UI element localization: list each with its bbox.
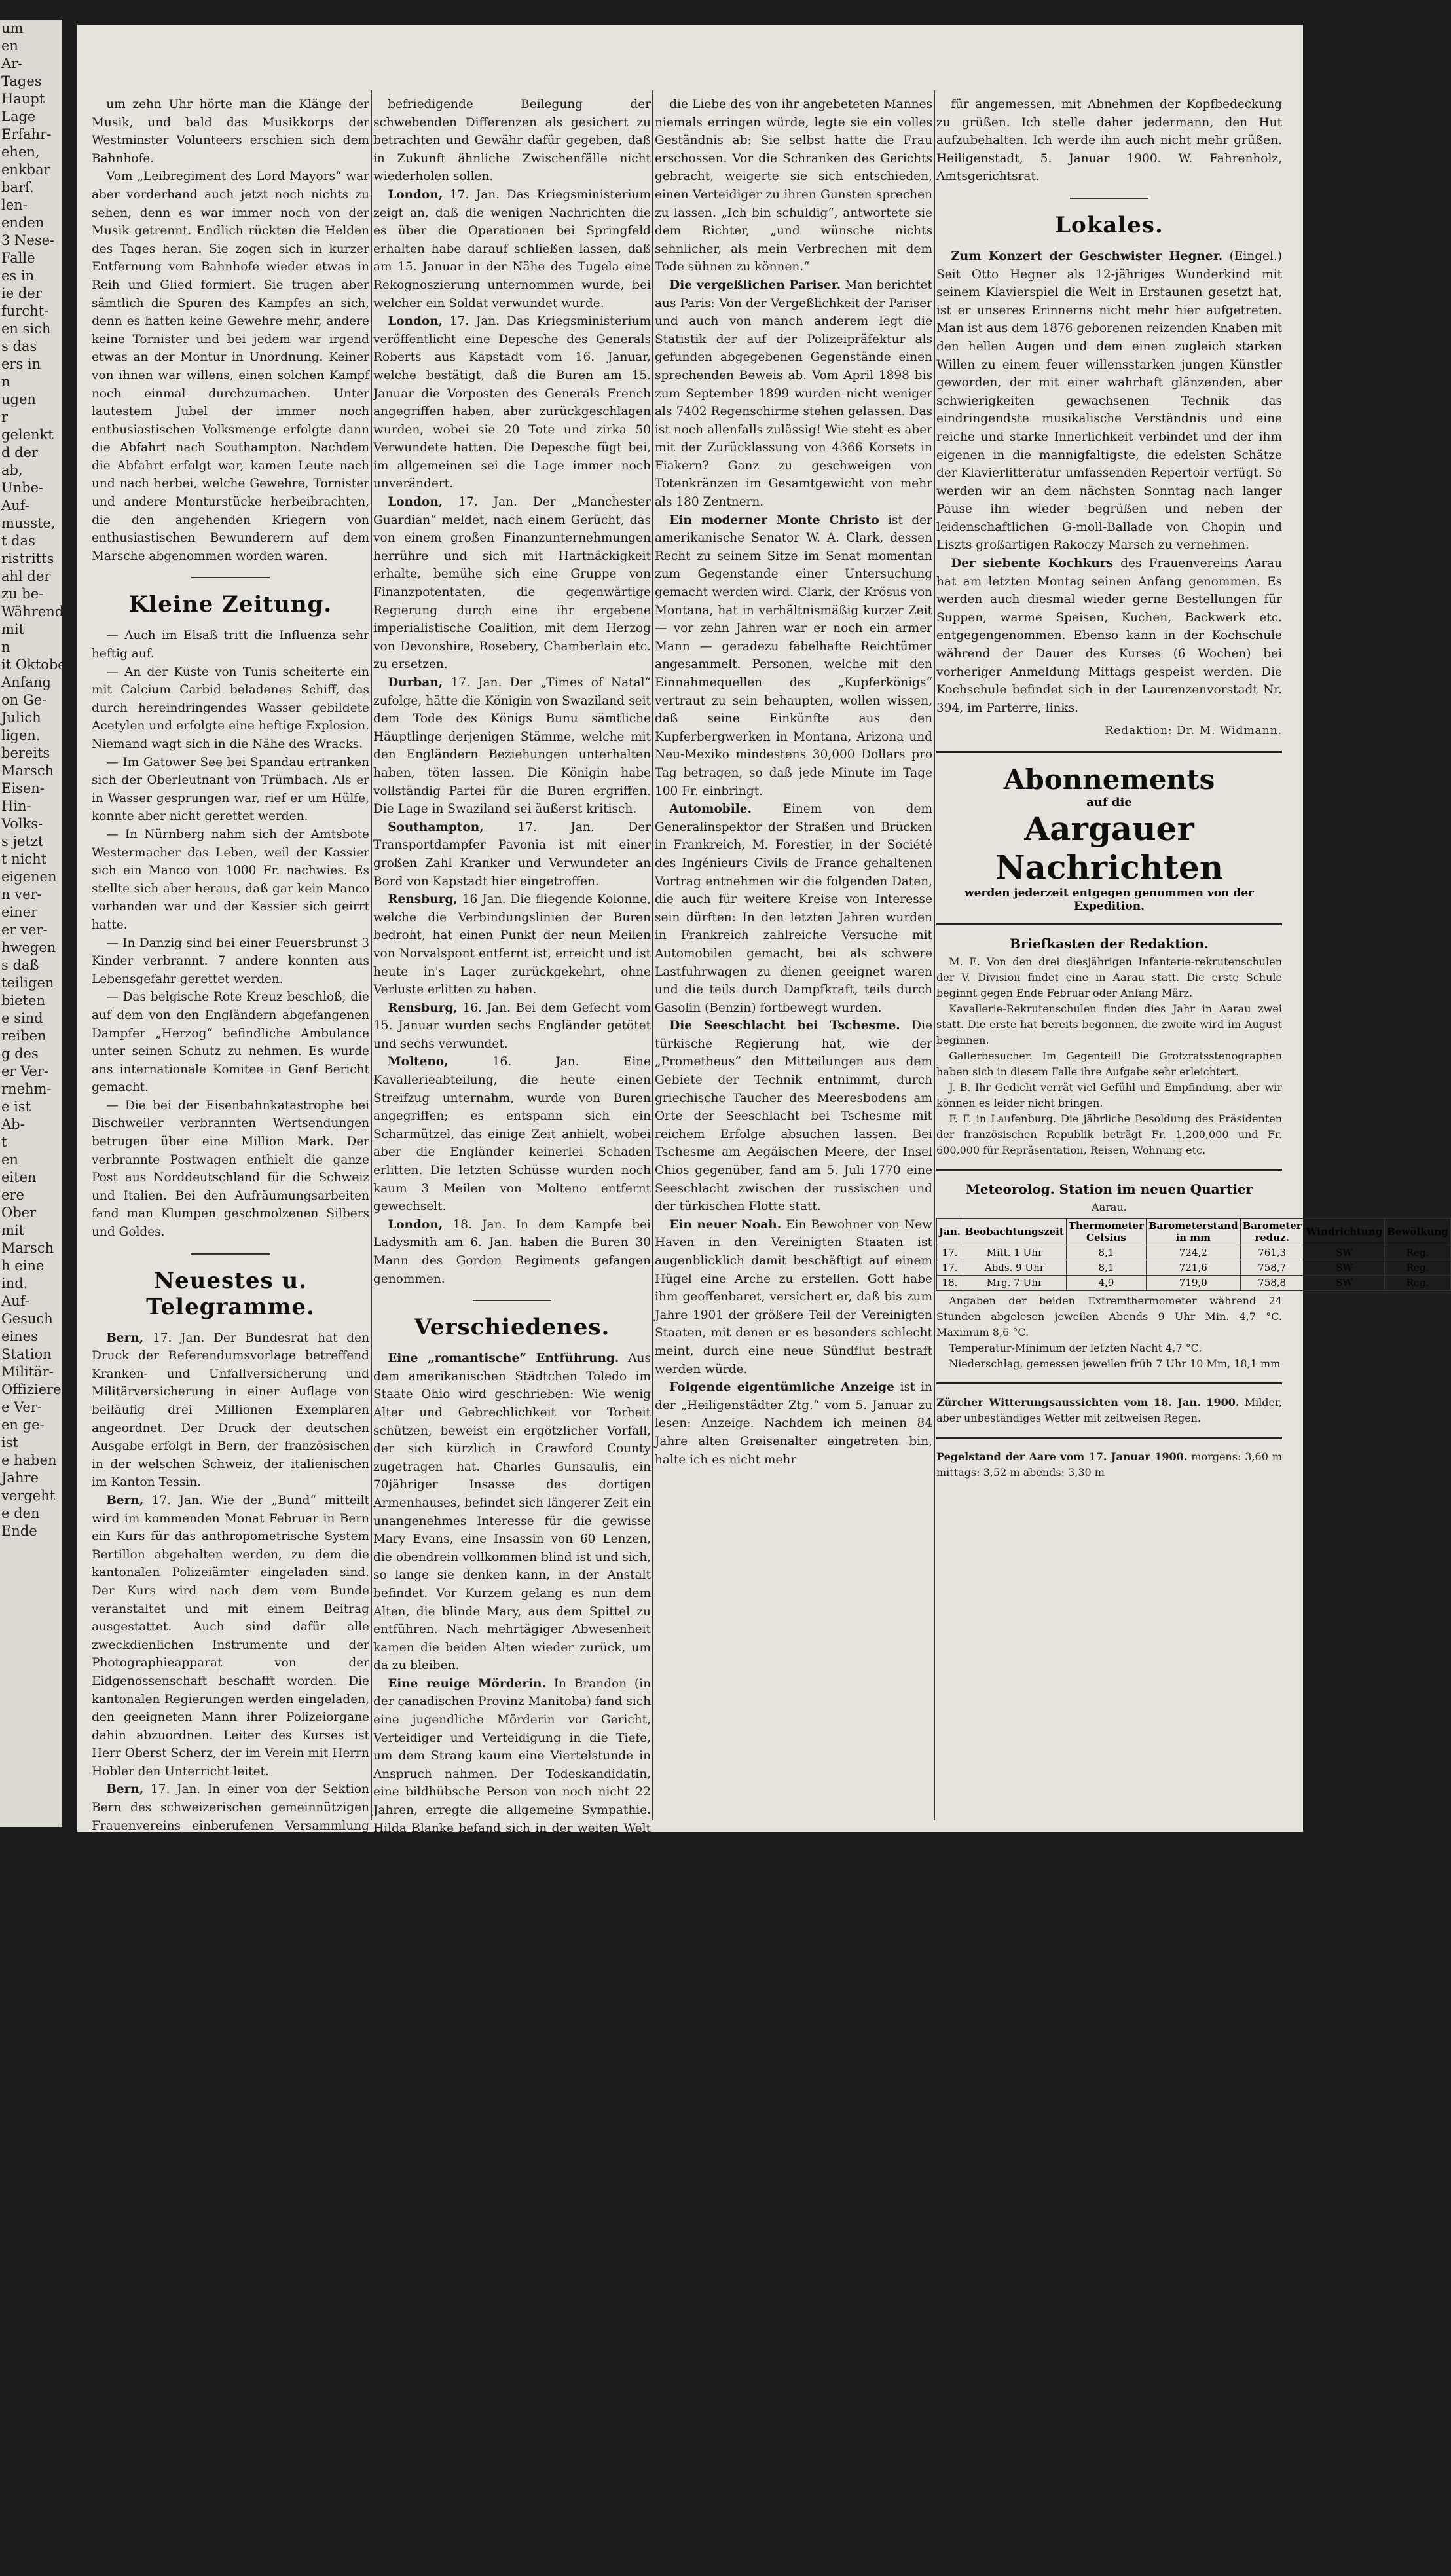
telegram-item-lead: Bern,: [106, 1331, 144, 1345]
left-page-fragment: Volks-: [1, 816, 43, 832]
weather-table-row: [937, 1260, 1451, 1276]
left-page-fragment: mit: [1, 1223, 25, 1238]
telegram-item: [373, 186, 651, 312]
left-page-fragment: eiten: [1, 1169, 37, 1185]
left-page-fragment: Während: [1, 604, 64, 619]
left-page-fragment: Julich: [1, 710, 41, 726]
telegram-item: [373, 1216, 651, 1288]
weather-table-cell: Reg.: [1385, 1245, 1451, 1260]
left-page-fragment: h eine: [1, 1258, 45, 1274]
misc-item-lead: Folgende eigentümliche Anzeige: [669, 1380, 894, 1395]
left-page-fragment: 3 Nese-: [1, 232, 55, 248]
left-page-fragment: zu be-: [1, 586, 44, 602]
letterbox-item: F. F. in Laufenburg. Die jährliche Besoldung des Präsidenten der französischen Republik beträgt Fr. 1,200,000 und Fr. 600,000 für Repräsentation, Reisen, Wohnung etc.: [936, 1113, 1282, 1156]
column-1: [92, 96, 370, 2573]
news-item: — Die bei der Eisenbahnkatastrophe bei Bischweiler verbrannten Wertsendungen betrugen über eine Million Mark. Der verbrannte Postwagen enthielt die ganze Post aus Norddeutschland für die Schweiz und Italien. Bei den Aufräumungsarbeiten fand man Klumpen geschmolzenen Silbers und Goldes.: [92, 1098, 369, 1240]
letterbox-item: J. B. Ihr Gedicht verrät viel Gefühl und Empfindung, aber wir können es leider nicht bringen.: [936, 1081, 1282, 1109]
left-page-fragment: len-: [1, 197, 28, 213]
left-page-fragment: t das: [1, 533, 35, 549]
left-page-fragment: eigenen: [1, 869, 57, 885]
left-page-fragment: enkbar: [1, 162, 50, 177]
left-page-edge: [0, 20, 73, 1827]
telegram-item-lead: Rensburg,: [388, 1001, 458, 1015]
left-page-fragment: on Ge-: [1, 692, 47, 708]
weather-table-cell: Abds. 9 Uhr: [963, 1260, 1066, 1276]
meteo-note: Angaben der beiden Extremthermometer während 24 Stunden abgelesen jeweilen Abends 9 Uhr Min. 4,7 °C. Maximum 8,6 °C.: [936, 1295, 1282, 1338]
aargauer-nachrichten-title: Aargauer Nachrichten: [995, 809, 1224, 887]
weather-table-header: Barometerstand in mm: [1146, 1219, 1240, 1245]
telegram-item-lead: London,: [388, 187, 443, 202]
left-page-fragment: e haben: [1, 1452, 57, 1468]
telegram-item-text: 17. Jan. In Berlin ist man in Berlin an amtlicher Stelle eingetroffenen Telegramm aus London hat die englische Regierung erklärt, daß sie die Freigabe des Reichspostdampfers „Bundesrat“ und seine Untersuchung nicht unmittelbar bewirken werde. Die endgültige Zusage der Regierung Großbritanniens ist eine: [92, 2433, 369, 2573]
left-page-fragment: hwegen: [1, 940, 56, 955]
telegram-item: [92, 1492, 369, 1781]
left-page-fragment: furcht-: [1, 303, 49, 319]
weather-table-cell: 758,8: [1240, 1276, 1304, 1291]
misc-item: [655, 1017, 932, 1216]
telegram-item-lead: Thalweil,: [106, 2125, 168, 2140]
telegram-item-text: 17. Jan. Das Kriegsministerium zeigt an, daß die wenigen Nachrichten die es über die Operationen bei Springfeld erhalten habe darauf schließen lassen, daß am 15. Januar in der Nähe des Tugela eine Rekognoszierung unternommen wurde, bei welcher ein Soldat verwundet wurde.: [373, 187, 651, 310]
left-page-fragment: en: [1, 1152, 18, 1168]
local-item: [936, 248, 1282, 555]
telegram-item-text: 16. Jan. Eine Kavallerieabteilung, die heute einen Streifzug unternahm, wurde von Buren angegriffen; es entspann sich ein Scharmützel, das einige Zeit anhielt, wobei aber die Engländer keinerlei Schaden erlitten. Die letzten Schüsse wurden noch kaum 3 Meilen von Molteno entfernt gewechselt.: [373, 1055, 651, 1214]
misc-item-lead: Ein neuer Noah.: [669, 1217, 782, 1232]
left-page-fragment: rnehm-: [1, 1081, 52, 1097]
weather-table-cell: 8,1: [1066, 1245, 1146, 1260]
telegram-item-text: 17. Jan. Der Bundesrat hat den Druck der Referendumsvorlage betreffend Kranken- und Unfallversicherung und Militärversicherung in einer Auflage von beiläufig drei Millionen Exemplaren angeordnet. Der Druck der deutschen Ausgabe erfolgt in Bern, der französischen in der welschen Schweiz, der italienischen im Kanton Tessin.: [92, 1331, 369, 1490]
telegram-item: [92, 2431, 369, 2576]
left-page-fragment: e ist: [1, 1099, 31, 1114]
misc-item-text: In Brandon (in der canadischen Provinz Manitoba) fand sich eine jugendliche Mörderin vor Gericht, Verteidiger und Verteidigung in die Tiefe, um dem Strang kaum eine Viertelstunde in Anspruch nahmen. Der Todeskandidatin, eine bildhübsche Person von noch nicht 22 Jahren, erregte die allgemeine Sympathie. Hilda Blanke befand sich in der weiten Welt keinen Verwandten oder Freund.: [373, 1676, 652, 1854]
divider: [936, 1169, 1282, 1171]
left-page-fragment: Ober: [1, 1205, 37, 1221]
misc-item-text: ist in der „Heiligenstädter Ztg.“ vom 5. Januar zu lesen: Anzeige. Nachdem ich meinen 84 Jahre alten Greisenalter eingetreten bin, halte ich es nicht mehr: [655, 1380, 932, 1467]
local-item-lead: Zum Konzert der Geschwister Hegner.: [951, 249, 1223, 263]
telegram-item-lead: Bern,: [106, 1493, 144, 1507]
left-page-fragment: Haupt: [1, 91, 45, 107]
telegram-item-lead: Rensburg,: [388, 892, 458, 907]
left-page-fragment: t: [1, 1134, 7, 1150]
left-page-fragment: e sind: [1, 1010, 43, 1026]
telegram-item-lead: Bellinzona,: [106, 2270, 183, 2285]
left-page-fragment: g des: [1, 1046, 39, 1061]
local-item: [936, 555, 1282, 717]
left-page-fragment: um: [1, 20, 24, 36]
left-page-fragment: s jetzt: [1, 834, 44, 849]
misc-item-text: Ein Bewohner von New Haven in den Vereinigten Staaten ist augenblicklich damit beschäftigt auf einem Hügel eine Arche zu erstellen. Gott habe ihm geoffenbaret, versichert er, daß bis zum Jahre 1901 der größere Teil der Vereinigten Staaten, mit denen er es besonders schlecht meint, durch eine neue Sündflut bestraft werden würde.: [655, 1217, 933, 1376]
zurich-weather-text: Milder, aber unbeständiges Wetter mit zeitweisen Regen.: [936, 1396, 1282, 1424]
telegram-item-lead: Molteno,: [388, 1055, 449, 1069]
left-page-fragment: ahl der: [1, 568, 51, 584]
weather-table-header: Thermometer Celsius: [1066, 1219, 1146, 1245]
misc-item-text: Die türkische Regierung hat, wie der „Prometheus“ den Mitteilungen aus dem Gebiete der Technik entnimmt, durch griechische Taucher des Meeresbodens am Orte der Seeschlacht bei Tschesme mit reichem Erfolge absuchen lassen. Bei Tschesme am Aegäischen Meere, der Insel Chios gegenüber, fand am 5. Juli 1770 eine Seeschlacht zwischen der russischen und der türkischen Flotte statt.: [655, 1019, 932, 1214]
weather-table-cell: 719,0: [1146, 1276, 1240, 1291]
left-page-fragment: Falle: [1, 250, 35, 266]
left-page-fragment: s das: [1, 339, 37, 354]
kleine-zeitung-heading: Kleine Zeitung.: [128, 591, 333, 618]
column-3: [655, 96, 932, 1818]
telegram-item: [92, 1780, 369, 1943]
left-page-fragment: teiligen: [1, 975, 54, 991]
telegram-item: [373, 674, 651, 819]
left-page-fragment: n ver-: [1, 887, 42, 902]
telegram-item: [373, 1053, 651, 1215]
telegram-item-lead: Bern,: [106, 1782, 144, 1797]
column-4: [936, 96, 1448, 1818]
left-page-fragment: Ab-: [1, 1116, 25, 1132]
left-page-fragment: Gesuch: [1, 1311, 53, 1327]
telegram-item: [373, 312, 651, 493]
weather-table-cell: Reg.: [1385, 1276, 1451, 1291]
left-page-fragment: Hin-: [1, 798, 31, 814]
telegram-item-lead: London,: [388, 314, 443, 329]
divider: [473, 1300, 551, 1301]
weather-table-header: Barometer reduz.: [1240, 1219, 1304, 1245]
left-page-fragment: gelenkt: [1, 427, 54, 443]
left-page-fragment: ugen: [1, 392, 36, 407]
left-page-fragment: Lage: [1, 109, 36, 124]
left-page-fragment: eines: [1, 1329, 38, 1344]
left-page-fragment: Tages: [1, 73, 42, 89]
misc-item: [373, 1675, 651, 1856]
meteo-heading: Meteorolog. Station im neuen Quartier: [965, 1181, 1253, 1197]
misc-item: [655, 1378, 932, 1469]
news-item: — Im Gatower See bei Spandau ertranken sich der Oberleutnant von Trümbach. Als er in Wasser gesprungen war, rief er um Hülfe, konnte aber nicht gerettet werden.: [92, 755, 369, 824]
weather-table-cell: 724,2: [1146, 1245, 1240, 1260]
misc-item-text: Aus dem amerikanischen Städtchen Toledo im Staate Ohio wird geschrieben: Wie wenig Alter und Gebrechlichkeit vor Torheit schützen, beweist ein ergötzlicher Vorfall, der sich kürzlich in Crawford County zugetragen hat. Charles Gunsaulis, ein 70jähriger Insasse des dortigen Armenhauses, befindet sich längerer Zeit ein unangenehmes Interesse für die gewisse Mary Evans, eine Insassin von 60 Lenzen, die obendrein vollkommen blind ist und sich, so lange sie denken kann, in der Anstalt befindet. Vor Kurzem gelang es nun dem Alten, die blinde Mary, aus dem Spittel zu entführen. Nach mehrtägiger Abwesenheit kamen die beiden Alten wieder zurück, um da zu bleiben.: [373, 1352, 651, 1673]
left-page-fragment: es in: [1, 268, 35, 284]
telegram-item-text: 17. Jan. Wie der „Bund“ mitteilt wird im kommenden Monat Februar in Bern ein Kurs für das anthropometrische System Bertillon abgehalten werden, zu dem die kantonalen Polizeiämter eingeladen sind. Der Kurs wird nach dem vom Bunde veranstaltet und mit einem Beitrag ausgestattet. Auch sind dafür alle zweckdienlichen Instrumente und der Photographieapparat von der Eidgenossenschaft beschafft worden. Die kantonalen Regierungen werden eingeladen, den geeigneten Mann ihrer Polizeiorgane dahin abzuordnen. Leiter des Kurses ist Herr Oberst Scherz, der im Verein mit Herrn Hobler den Unterricht leitet.: [92, 1493, 369, 1778]
weather-table-row: [937, 1245, 1451, 1260]
telegram-item-lead: London,: [388, 495, 443, 509]
news-item: — Auch im Elsaß tritt die Influenza sehr heftig auf.: [92, 629, 369, 661]
weather-table-header: Jan.: [937, 1219, 963, 1245]
telegram-item-text: 17. Jan. Der „Times of Natal“ zufolge, hätte die Königin von Swaziland seit dem Tode des Königs Bunu sämtliche Häuptlinge derjenigen Stämme, welche mit den Engländern Beziehungen unterhalten haben, töten lassen. Die Königin habe vollständig Partei für die Buren ergriffen. Die Lage in Swaziland sei äußerst kritisch.: [373, 676, 651, 817]
left-page-fragment: e den: [1, 1505, 40, 1521]
left-page-fragment: enden: [1, 215, 45, 230]
weather-table-cell: 18.: [937, 1276, 963, 1291]
local-item-text: des Frauenvereins Aarau hat am letzten Montag seinen Anfang genommen. Es werden auch diesmal wieder gerne Bestellungen für Suppen, warme Speisen, Kuchen, Backwerk etc. entgegengenommen. Ebenso kann in der Kochschule während der Dauer des Kurses (6 Wochen) bei vorheriger Anmeldung Mittags gespeist werden. Die Kochschule befindet sich in der Laurenzenvorstadt Nr. 394, im Parterre, links.: [936, 557, 1282, 715]
telegram-item-lead: London,: [388, 1217, 443, 1232]
column-2: [373, 96, 652, 1854]
telegram-item-lead: Zürich,: [106, 1945, 156, 1959]
telegram-item: [92, 2269, 369, 2431]
column-rule: [934, 90, 935, 1820]
left-page-fragment: Marsch: [1, 763, 54, 779]
local-item-text: (Eingel.) Seit Otto Hegner als 12-jähriges Wunderkind mit seinem Klavierspiel die Welt in Erstaunen gesetzt hat, ist er unseres Erinnerns nicht mehr hier aufgetreten. Man ist aus dem 1876 geborenen reizenden Knaben mit den hellen Augen und dem einen zugleich starken Willen zu einem feuer willensstarken jungen Künstler geworden, der mit einer wahrhaft glänzenden, aber schwierigkeiten gewachsenen Technik das eindringendste musikalische Verständnis und eine reiche und starke Innerlichkeit verbindet und der ihm eigenen in die mannigfaltigste, die edelsten Schätze der Klavierlitteratur umfassenden Repertoir verfügt. So werden wir an dem nächsten Sonntag nach langer Pause ihn wieder begrüßen und neben der leidenschaftlichen G-moll-Ballade von Chopin und Liszts großartigen Rakoczy Marsch zu vernehmen.: [936, 249, 1282, 553]
abonnements-auf-die: auf die: [1086, 796, 1132, 809]
misc-item-lead: Eine reuige Mörderin.: [388, 1676, 546, 1691]
left-page-fragment: ehen,: [1, 144, 40, 160]
weather-table-cell: SW: [1304, 1245, 1385, 1260]
misc-item-lead: Ein moderner Monte Christo: [669, 513, 879, 527]
misc-item: [655, 800, 932, 1017]
left-page-fragment: r: [1, 409, 9, 425]
telegram-item-text: 17. Jan. Im Großen Rate entspann sich heute eine längere Diskussion über den Bericht der Erziehungskommission, das kantonale Gesundheitslaboratorium abzuschaffen. Der Antrag wurde abgelehnt. — Sodann wurde über den Antrag beraten, die 8 Bezirksstatthaltereien abzuschaffen. Die Diskussion wurde nicht zu Ende geführt.: [92, 2270, 370, 2429]
left-page-fragment: ligen.: [1, 727, 41, 743]
divider: [191, 577, 270, 578]
news-item: — In Danzig sind bei einer Feuersbrunst 3 Kinder verbrannt. 7 andere konnten aus Lebensgefahr gerettet werden.: [92, 936, 369, 986]
left-page-fragment: en: [1, 38, 18, 54]
letterbox-item: Kavallerie-Rekrutenschulen finden dies Jahr in Aarau zwei statt. Die erste hat bereits begonnen, die zweite wird im August beginnen.: [936, 1003, 1282, 1046]
weather-table-cell: 721,6: [1146, 1260, 1240, 1276]
weather-table-cell: 4,9: [1066, 1276, 1146, 1291]
article-paragraph: Vom „Leibregiment des Lord Mayors“ war aber vorderhand auch jetzt noch nichts zu sehen, denn es war immer noch von der Musik getrennt. Endlich rückten die Helden des Tages heran. Sie zogen sich in kurzer Entfernung vom Bahnhofe wieder etwas in Reih und Glied formiert. Sie trugen aber sämtlich die Spuren des Kampfes an sich, denn es hatten keine Gewehre mehr, andere keine Tornister und bei jedem war irgend etwas an der Montur in Unordnung. Keiner von ihnen war willens, einen solchen Kampf noch einmal durchzumachen. Unter lautestem Jubel der immer noch enthusiastischen Volksmenge erfolgte dann die Abfahrt nach Southampton. Nachdem die Abfahrt erfolgt war, kamen Leute nach und nach herbei, welche Gewehre, Tornister und andere Monturstücke herbeibrachten, die den angehenden Kriegern von enthusiastischen Bewunderern auf dem Marsche abgenommen worden waren.: [92, 170, 369, 563]
telegram-item-lead: Southampton,: [388, 820, 484, 834]
telegram-item: [373, 493, 651, 674]
pegel-lead: Pegelstand der Aare vom 17. Januar 1900.: [936, 1450, 1188, 1463]
telegram-item-text: 16 Jan. Die fliegende Kolonne, welche die Verbindungslinien der Buren bedroht, hat einen Punkt der neun Meilen von Norvalspont entfernt ist, erreicht und ist heute in's Lager zurückgekehrt, ohne Verluste erlitten zu haben.: [373, 892, 651, 997]
pegel-text: morgens: 3,60 m mittags: 3,52 m abends: 3,30 m: [936, 1450, 1282, 1479]
misc-item: [373, 1350, 651, 1675]
news-item: — Das belgische Rote Kreuz beschloß, die auf dem von den Engländern abgefangenen Dampfer „Herzog“ befindliche Ambulance unter seinen Schutz zu nehmen. Es wurde ans internationale Komitee in Genf Bericht gemacht.: [92, 990, 369, 1095]
article-paragraph: die Liebe des von ihr angebeteten Mannes niemals erringen würde, legte sie ein volles Geständnis ab: Sie selbst hatte die Frau erschossen. Vor die Schranken des Gerichts gebracht, weigerte sie sich entschieden, einen Verteidiger zu ihren Gunsten sprechen zu lassen. „Ich bin schuldig“, antwortete sie dem Richter, „und wünsche nichts sehnlicher, als mein Verbrechen mit dem Tode sühnen zu können.“: [655, 98, 932, 274]
left-page-fragment: e Ver-: [1, 1399, 42, 1415]
lokales-heading: Lokales.: [1055, 212, 1164, 238]
telegram-item: [373, 891, 651, 999]
telegram-item-lead: Durban,: [388, 676, 443, 690]
divider: [191, 1253, 270, 1255]
left-page-fragment: n: [1, 374, 10, 390]
left-page-fragment: Ar-: [1, 56, 23, 71]
left-page-fragment: Eisen-: [1, 781, 45, 796]
misc-item-lead: Die Seeschlacht bei Tschesme.: [669, 1019, 900, 1033]
telegram-item-text: 17. Jan. Das Kriegsministerium veröffentlicht eine Depesche des Generals Roberts aus Kapstadt vom 16. Januar, welche bestätigt, daß die Buren am 15. Januar die Vorposten des Generals French angegriffen haben, aber zurückgeschlagen wurden, wobei sie 20 Tote und zirka 50 Verwundete hatten. Die Depesche fügt bei, im allgemeinen sei die Lage immer noch unverändert.: [373, 314, 651, 491]
left-page-fragment: Anfang: [1, 674, 51, 690]
telegram-item-lead: Berlin,: [106, 2433, 153, 2447]
weather-table-cell: Reg.: [1385, 1260, 1451, 1276]
weather-table-cell: SW: [1304, 1260, 1385, 1276]
left-page-fragment: ere: [1, 1187, 24, 1203]
telegram-item-text: 18. Jan. In dem Kampfe bei Ladysmith am 6. Jan. haben die Buren 30 Mann des Gordon Regiments gefangen genommen.: [373, 1217, 651, 1286]
meteo-subheading: Aarau.: [1092, 1201, 1127, 1213]
left-page-fragment: ab,: [1, 462, 23, 478]
weather-table-row: [937, 1276, 1451, 1291]
left-page-fragment: musste,: [1, 515, 56, 531]
telegram-item-text: 17. Jan. Herr Josef Kainz verließ heute nachmittags 2 Uhr Zürich, um sich nach Frankfurt a. M. zu begeben. Dort beabsichtigt der Künstler am 19. d. seine künstlerische Tätigkeit wieder aufzunehmen. Die Gastspiele in Basel und dann die in Aussicht genommenen in Wiesbaden und Würzburg wurden infolge seiner Krankheit vom Programm gestrichen werden.: [92, 1945, 369, 2122]
left-page-fragment: Militär-: [1, 1364, 54, 1380]
left-page-fragment: Marsch: [1, 1240, 54, 1256]
news-item: — An der Küste von Tunis scheiterte ein mit Calcium Carbid beladenes Schiff, das durch hereindringendes Wasser gebildete Acetylen und erfolgte eine heftige Explosion. Niemand wagt sich in die Nähe des Wracks.: [92, 665, 369, 751]
redaktion-signature: Redaktion: Dr. M. Widmann.: [1105, 724, 1282, 738]
left-page-fragment: barf.: [1, 179, 34, 195]
weather-table-cell: SW: [1304, 1276, 1385, 1291]
article-paragraph: für angemessen, mit Abnehmen der Kopfbedeckung zu grüßen. Ich stelle daher jedermann, den Hut aufzubehalten. Ich werde ihn auch nicht mehr grüßen. Heiligenstadt, 5. Januar 1900. W. Fahrenholz, Amtsgerichtsrat.: [936, 98, 1282, 184]
expedition-note: werden jederzeit entgegen genommen von der Expedition.: [964, 887, 1255, 913]
telegram-item-text: 17. Jan. Der „Manchester Guardian“ meldet, nach einem Gerücht, das von einem großen Finanzunternehmungen herrühre und sich mit Hartnäckigkeit erhalte, bemühe sich eine Gruppe von Finanzpotentaten, die gegenwärtige Regierung durch eine ihr ergebene imperialistische Coalition, mit dem Herzog von Devonshire, Rosebery, Chamberlain etc. zu ersetzen.: [373, 495, 652, 672]
divider: [1070, 198, 1148, 199]
weather-table-cell: 8,1: [1066, 1260, 1146, 1276]
left-page-fragment: t nicht: [1, 851, 47, 867]
misc-item: [655, 1216, 932, 1378]
weather-table-cell: Mrg. 7 Uhr: [963, 1276, 1066, 1291]
weather-table-cell: 758,7: [1240, 1260, 1304, 1276]
divider: [936, 1437, 1282, 1439]
article-paragraph: um zehn Uhr hörte man die Klänge der Musik, und bald das Musikkorps der Westminster Volunteers erschien sich dem Bahnhofe.: [92, 98, 369, 166]
weather-table: [936, 1218, 1451, 1291]
left-page-fragment: bereits: [1, 745, 50, 761]
weather-table-header: Windrichtung: [1304, 1219, 1385, 1245]
left-page-fragment: Unbe-: [1, 480, 44, 496]
news-item: — In Nürnberg nahm sich der Amtsbote Westermacher das Leben, weil der Kassier sich ein Manco von 1000 Fr. nachwies. Es stellte sich aber heraus, daß gar kein Manco vorhanden war und der Kassier sich geirrt hatte.: [92, 827, 369, 932]
local-item-lead: Der siebente Kochkurs: [951, 557, 1114, 571]
left-page-fragment: Auf-: [1, 1293, 29, 1309]
column-rule: [371, 90, 372, 1820]
abonnements-heading: Abonnements: [1003, 764, 1215, 796]
left-page-fragment: Offiziere: [1, 1382, 62, 1397]
weather-table-cell: Mitt. 1 Uhr: [963, 1245, 1066, 1260]
left-page-fragment: einer: [1, 904, 38, 920]
left-page-fragment: er Ver-: [1, 1063, 48, 1079]
briefkasten-heading: Briefkasten der Redaktion.: [1010, 936, 1209, 951]
meteo-note: Temperatur-Minimum der letzten Nacht 4,7 °C.: [949, 1342, 1202, 1354]
left-page-fragment: Auf-: [1, 498, 29, 513]
zurich-weather-lead: Zürcher Witterungsaussichten vom 18. Jan. 1900.: [936, 1396, 1240, 1408]
telegram-item: [373, 999, 651, 1054]
telegram-item: [373, 819, 651, 891]
left-page-fragment: en sich: [1, 321, 51, 337]
telegram-item: [92, 2124, 369, 2269]
telegram-item: [92, 1943, 369, 2124]
telegram-item-text: 16. Jan. Bei dem Gefecht vom 15. Januar wurden sechs Engländer getötet und sechs verwundet.: [373, 1001, 651, 1051]
left-page-fragment: s daß: [1, 957, 39, 973]
weather-table-cell: 17.: [937, 1245, 963, 1260]
divider: [936, 923, 1282, 925]
misc-item-text: Man berichtet aus Paris: Von der Vergeßlichkeit der Pariser und auch von manch anderem legt die Statistik der auf der Polizeipräfektur als gefunden abgegebenen Gegenstände einen sprechenden Beweis ab. Vom April 1898 bis zum September 1899 wurden nicht weniger als 7402 Regenschirme stehen gelassen. Das ist noch allenfalls zulässig! Wie steht es aber mit der Zurücklassung von 4366 Korsets in Fiakern? Ganz zu geschweigen von Totenkränzen im Gesamtgewicht von mehr als 180 Zentnern.: [655, 278, 932, 509]
left-page-fragment: n: [1, 639, 10, 655]
weather-table-header: Bewölkung: [1385, 1219, 1451, 1245]
left-page-fragment: it Oktober: [1, 657, 73, 672]
weather-table-cell: 761,3: [1240, 1245, 1304, 1260]
misc-item: [655, 511, 932, 801]
meteo-note: Niederschlag, gemessen jeweilen früh 7 Uhr 10 Mm, 18,1 mm: [949, 1357, 1281, 1370]
weather-table-header: Beobachtungszeit: [963, 1219, 1066, 1245]
article-paragraph: befriedigende Beilegung der schwebenden Differenzen als gesichert zu betrachten und Gewähr dafür gegeben, daß in Zukunft ähnliche Zwischenfälle nicht wiederholen sollen.: [373, 98, 651, 184]
weather-table-cell: 17.: [937, 1260, 963, 1276]
left-page-fragment: bieten: [1, 993, 45, 1008]
divider: [936, 751, 1282, 753]
left-page-fragment: vergeht: [1, 1488, 56, 1503]
divider: [936, 1382, 1282, 1384]
left-page-fragment: Station: [1, 1346, 52, 1362]
letterbox-item: Gallerbesucher. Im Gegenteil! Die Grofzratsstenographen haben sich in diesem Falle ihre Aufgabe sehr erleichtert.: [936, 1050, 1282, 1078]
misc-item-text: Einem von dem Generalinspektor der Straßen und Brücken in Frankreich, M. Forestier, in der Société des Ingénieurs Civils de France gehaltenen Vortrag entnehmen wir die folgenden Daten, die auch für weitere Kreise von Interesse sein dürften: In den letzten Jahren wurden in Frankreich zahlreiche Versuche mit Automobilen gemacht, bei als schwere Lastfuhrwagen zu dienen geeignet waren und die teils durch Dampfkraft, teils durch Gasolin (Benzin) fortbewegt wurden.: [655, 802, 932, 1015]
telegramme-heading: Neuestes u. Telegramme.: [146, 1267, 315, 1320]
left-page-fragment: d der: [1, 445, 39, 460]
misc-item: [655, 276, 932, 511]
newspaper-page: [77, 25, 1448, 2573]
left-page-fragment: en ge-: [1, 1417, 45, 1433]
left-page-fragment: er ver-: [1, 922, 48, 938]
left-page-fragment: ie der: [1, 285, 42, 301]
misc-item-text: ist der amerikanische Senator W. A. Clark, dessen Recht zu seinem Sitze im Senat momentan zum Gegenstande einer Untersuchung gemacht werden wird. Clark, der Krösus von Montana, hat in verhältnismäßig kurzer Zeit — vor zehn Jahren war er noch ein armer Mann — geradezu fabelhafte Reichtümer angesammelt. Personen, welche mit den Einnahmequellen des „Kupferkönigs“ vertraut zu sein behaupten, wollen wissen, daß seine Einkünfte aus den Kupferbergwerken in Montana, Arizona und Neu-Mexiko mindestens 30,000 Dollars pro Tag betragen, so daß jede Minute im Tage 100 Fr. einbringt.: [655, 513, 932, 798]
left-page-fragment: Ende: [1, 1523, 37, 1539]
left-page-fragment: ers in: [1, 356, 41, 372]
verschiedenes-heading: Verschiedenes.: [414, 1314, 610, 1341]
left-page-fragment: Jahre: [1, 1470, 39, 1486]
misc-item-lead: Eine „romantische“ Entführung.: [388, 1352, 619, 1366]
column-rule: [652, 90, 653, 1820]
telegram-item-text: 17. Jan. Der Schnellzug Paris-Wien, der kurz vor 11 Uhr aus hiesiger Station abfuhr, ohne anzuhalten, überfuhr heute Vormittag den seit 25 Jahren alten Eisenbahnangestellten Jakob Goßweiler, der schon längere Zeit an dem hiesigen Bahnhof angestellt war. Der Verunglückte ist erst 28 Jahre alt gewesen.: [92, 2125, 369, 2266]
left-page-fragment: Erfahr-: [1, 126, 52, 142]
letterbox-item: M. E. Von den drei diesjährigen Infanterie-rekrutenschulen der V. Division findet eine in Aarau statt. Die erste Schule beginnt gegen Ende Februar oder Anfang März.: [936, 955, 1282, 999]
left-page-fragment: ist: [1, 1435, 18, 1450]
left-page-fragment: reiben: [1, 1028, 46, 1044]
left-page-fragment: mit: [1, 621, 25, 637]
left-page-fragment: ind.: [1, 1276, 28, 1291]
misc-item-lead: Die vergeßlichen Pariser.: [669, 278, 841, 292]
telegram-item: [92, 1329, 369, 1492]
misc-item-lead: Automobile.: [669, 802, 752, 817]
left-page-fragment: ristritts: [1, 551, 54, 566]
telegram-item-text: 17. Jan. In einer von der Sektion Bern des schweizerischen gemeinnützigen Frauenvereins einberufenen Versammlung hielt heute Abend im Großratssaale Herr Nationalrat Forrer einen Vortrag über das Versicherungswerk. Die 200 anwesenden Frauen aller Stände folgten den Ausführungen des Redners mit sichtlichem Interesse.: [92, 1782, 369, 1941]
telegram-item-text: 17. Jan. Der Transportdampfer Pavonia ist mit einer großen Zahl Kranker und Verwundeter an Bord von Kapstadt hier eingetroffen.: [373, 820, 651, 889]
